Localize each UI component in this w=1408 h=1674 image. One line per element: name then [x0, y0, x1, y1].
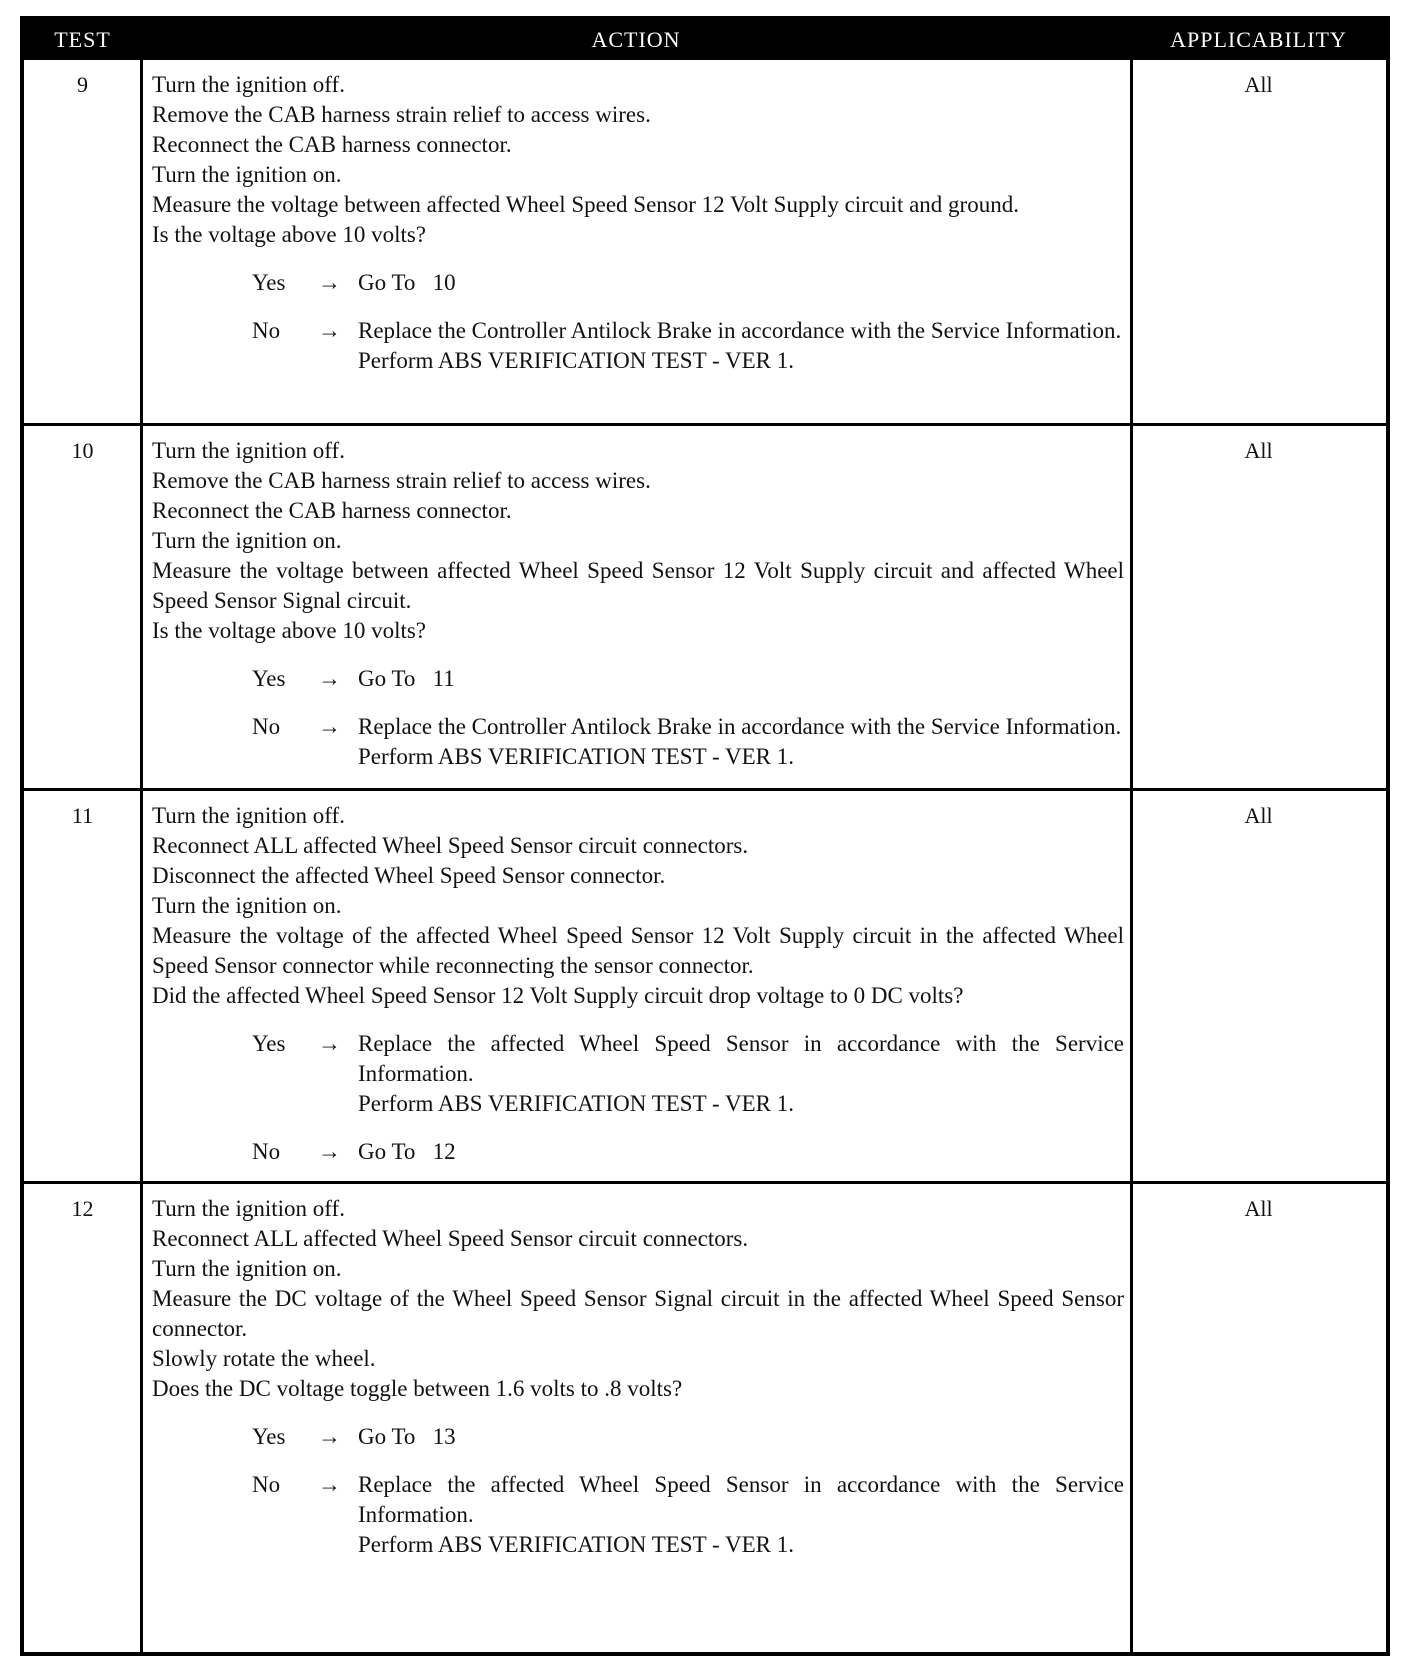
action-step: Turn the ignition off.	[152, 803, 345, 828]
action-step: Remove the CAB harness strain relief to access wires.	[152, 102, 651, 127]
table-row-test-10	[24, 426, 1386, 790]
yes-label: Yes	[252, 1424, 286, 1449]
action-step: Measure the voltage of the affected Wheel Speed Sensor 12 Volt Supply circuit in the affected Wheel Speed Sensor connector while reconnecting the sensor connector.	[152, 923, 1124, 978]
no-branch	[152, 1470, 1124, 1560]
action-step: Turn the ignition on.	[152, 528, 342, 553]
yes-result: Go To 11	[358, 666, 455, 691]
no-label: No	[252, 1139, 281, 1164]
table-row-test-12	[24, 1184, 1386, 1652]
no-label: No	[252, 1472, 281, 1497]
yes-result: Go To 10	[358, 270, 456, 295]
test-number: 10	[71, 438, 94, 463]
action-cell	[152, 801, 1124, 1167]
action-step: Is the voltage above 10 volts?	[152, 222, 427, 247]
yes-result: Replace the affected Wheel Speed Sensor in accordance with the Service Information.	[358, 1031, 1124, 1086]
arrow-right-icon: →	[318, 318, 341, 343]
yes-label: Yes	[252, 666, 286, 691]
yes-label: Yes	[252, 1031, 286, 1056]
no-result: Perform ABS VERIFICATION TEST - VER 1.	[358, 744, 794, 769]
header-action: ACTION	[141, 20, 1131, 60]
table-grid	[24, 20, 1386, 1652]
no-label: No	[252, 318, 281, 343]
applicability-value: All	[1244, 438, 1273, 463]
action-cell	[152, 436, 1124, 772]
action-step: Reconnect ALL affected Wheel Speed Sensor circuit connectors.	[152, 1226, 749, 1251]
action-step: Reconnect the CAB harness connector.	[152, 132, 512, 157]
arrow-right-icon: →	[318, 1424, 341, 1449]
no-result: Replace the affected Wheel Speed Sensor in accordance with the Service Information.	[358, 1472, 1124, 1527]
no-branch	[152, 316, 1124, 376]
arrow-right-icon: →	[318, 666, 341, 691]
header-test: TEST	[24, 20, 141, 60]
action-step: Reconnect the CAB harness connector.	[152, 498, 512, 523]
table-row-test-9	[24, 60, 1386, 426]
yes-result: Perform ABS VERIFICATION TEST - VER 1.	[358, 1091, 794, 1116]
arrow-right-icon: →	[318, 1139, 341, 1164]
yes-branch	[152, 268, 1124, 298]
arrow-right-icon: →	[318, 1031, 341, 1056]
action-step: Turn the ignition on.	[152, 893, 342, 918]
test-number: 11	[71, 803, 94, 828]
no-branch	[152, 712, 1124, 772]
yes-branch	[152, 1029, 1124, 1119]
action-step: Turn the ignition off.	[152, 438, 345, 463]
yes-branch	[152, 664, 1124, 694]
action-cell	[152, 1194, 1124, 1560]
action-step: Remove the CAB harness strain relief to access wires.	[152, 468, 651, 493]
test-number: 12	[71, 1196, 94, 1221]
diagnostic-table	[20, 16, 1390, 1656]
action-step: Turn the ignition off.	[152, 1196, 345, 1221]
yes-branch	[152, 1422, 1124, 1452]
action-step: Measure the voltage between affected Wheel Speed Sensor 12 Volt Supply circuit and ground.	[152, 192, 1019, 217]
action-step: Is the voltage above 10 volts?	[152, 618, 427, 643]
no-result: Replace the Controller Antilock Brake in accordance with the Service Information.	[358, 318, 1122, 343]
header-applicability: APPLICABILITY	[1131, 20, 1386, 60]
arrow-right-icon: →	[318, 714, 341, 739]
table-row-test-11	[24, 791, 1386, 1183]
arrow-right-icon: →	[318, 270, 341, 295]
no-branch	[152, 1137, 1124, 1167]
action-step: Disconnect the affected Wheel Speed Sensor connector.	[152, 863, 666, 888]
no-label: No	[252, 714, 281, 739]
test-number: 9	[77, 72, 88, 97]
action-step: Turn the ignition off.	[152, 72, 345, 97]
no-result: Perform ABS VERIFICATION TEST - VER 1.	[358, 1532, 794, 1557]
action-step: Did the affected Wheel Speed Sensor 12 Volt Supply circuit drop voltage to 0 DC volts?	[152, 983, 964, 1008]
yes-result: Go To 13	[358, 1424, 456, 1449]
applicability-value: All	[1244, 1196, 1273, 1221]
no-result: Replace the Controller Antilock Brake in accordance with the Service Information.	[358, 714, 1122, 739]
arrow-right-icon: →	[318, 1472, 341, 1497]
no-result: Perform ABS VERIFICATION TEST - VER 1.	[358, 348, 794, 373]
action-step: Slowly rotate the wheel.	[152, 1346, 376, 1371]
action-step: Measure the DC voltage of the Wheel Speed Sensor Signal circuit in the affected Wheel Speed Sensor connector.	[152, 1286, 1124, 1341]
action-step: Reconnect ALL affected Wheel Speed Sensor circuit connectors.	[152, 833, 749, 858]
no-result: Go To 12	[358, 1139, 456, 1164]
action-step: Turn the ignition on.	[152, 162, 342, 187]
action-cell	[152, 70, 1124, 376]
yes-label: Yes	[252, 270, 286, 295]
action-step: Measure the voltage between affected Wheel Speed Sensor 12 Volt Supply circuit and affected Wheel Speed Sensor Signal circuit.	[152, 558, 1124, 613]
action-step: Turn the ignition on.	[152, 1256, 342, 1281]
applicability-value: All	[1244, 72, 1273, 97]
applicability-value: All	[1244, 803, 1273, 828]
action-step: Does the DC voltage toggle between 1.6 volts to .8 volts?	[152, 1376, 683, 1401]
